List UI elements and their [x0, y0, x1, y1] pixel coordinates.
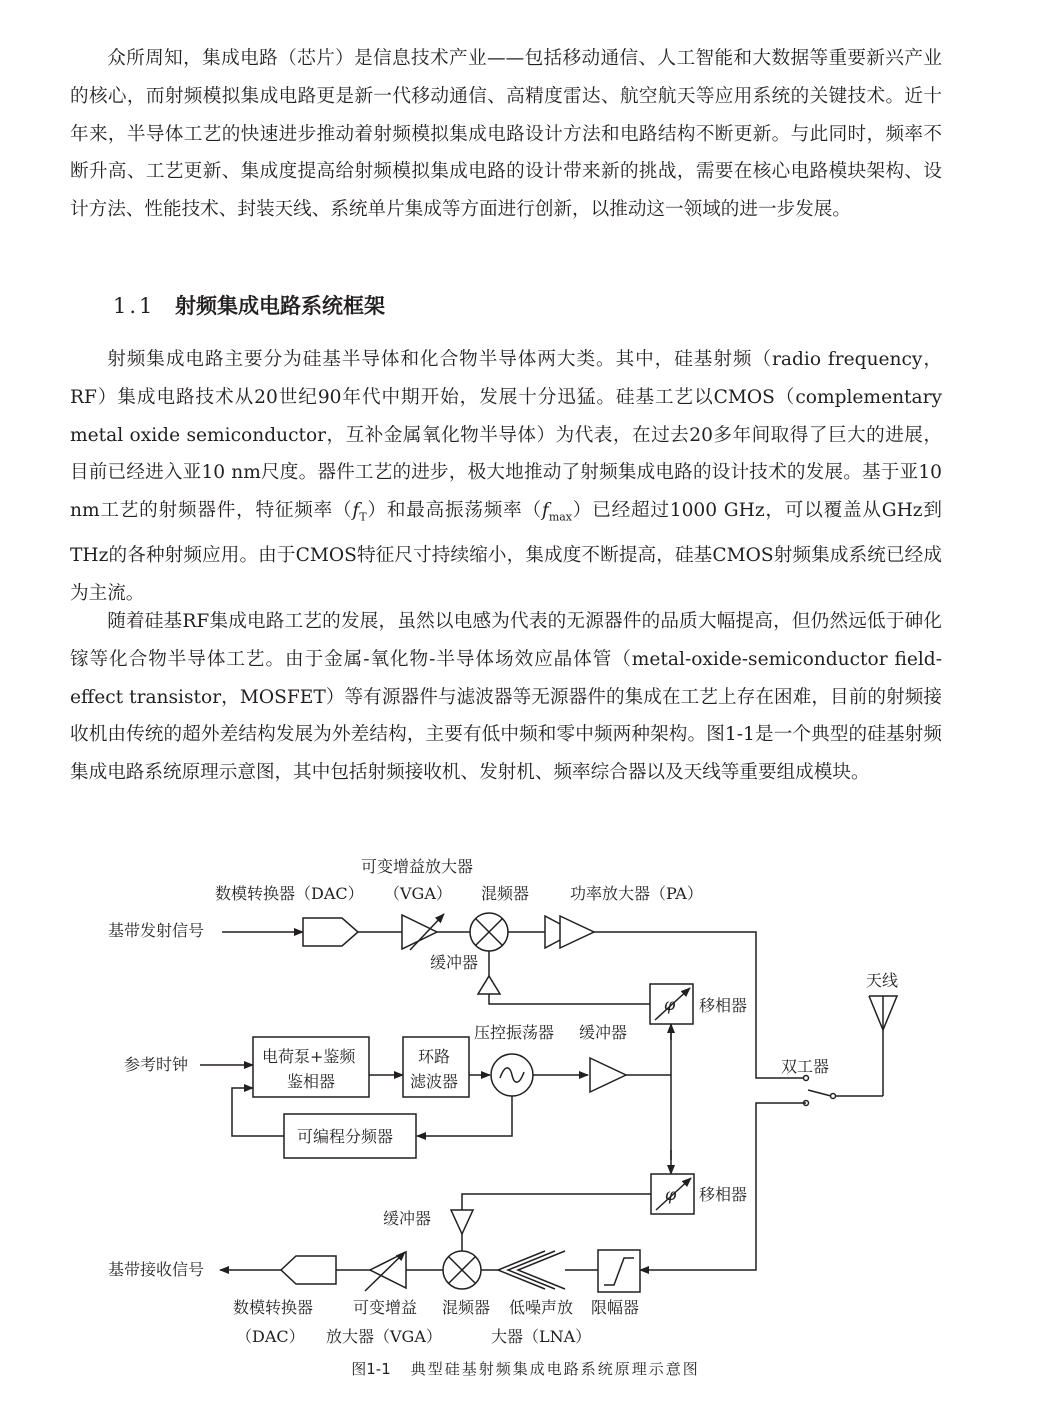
adc-rx-label-1: 数模转换器	[233, 1298, 314, 1317]
dac-tx-block	[303, 918, 358, 946]
vco-label: 压控振荡器	[474, 1023, 555, 1042]
pa-block	[545, 916, 594, 948]
dac-tx-label: 数模转换器（DAC）	[215, 884, 364, 903]
adc-rx-label-2: （DAC）	[236, 1327, 305, 1346]
section-title: 射频集成电路系统框架	[175, 294, 385, 318]
lna-label-2: 大器（LNA）	[491, 1327, 592, 1346]
vga-tx-label-1: 可变增益放大器	[361, 857, 474, 876]
rx-signal-label: 基带接收信号	[108, 1260, 205, 1279]
loop-filter-label-2: 滤波器	[410, 1072, 459, 1091]
ref-clock-label: 参考时钟	[124, 1055, 189, 1074]
phi-rx-symbol: φ	[665, 1185, 677, 1204]
section-number: 1.1	[113, 294, 156, 318]
loop-filter-label-1: 环路	[418, 1047, 451, 1066]
vco-block	[491, 1054, 533, 1096]
cp-pfd-label-1: 电荷泵+鉴频	[262, 1047, 356, 1066]
mixer-rx	[443, 1251, 481, 1289]
adc-rx-block	[281, 1256, 336, 1284]
vga-tx-label-2: （VGA）	[384, 884, 452, 903]
vga-rx-label-2: 放大器（VGA）	[326, 1327, 442, 1346]
limiter-block	[598, 1250, 640, 1292]
lna-block	[498, 1251, 565, 1289]
buffer-tx-block	[478, 976, 500, 994]
mixer-tx-label: 混频器	[481, 884, 530, 903]
lna-label-1: 低噪声放	[509, 1298, 574, 1317]
figure-number: 图1-1	[351, 1360, 391, 1378]
antenna-label: 天线	[866, 971, 899, 990]
fmax-symbol: f	[541, 500, 549, 522]
intro-paragraph: 众所周知，集成电路（芯片）是信息技术产业——包括移动通信、人工智能和大数据等重要新兴产业的核心，而射频模拟集成电路更是新一代移动通信、高精度雷达、航空航天等应用系统的关键技术。近十年来，半导体工艺的快速进步推动着射频模拟集成电路设计方法和电路结构不断更新。与此同时，频率不断升高、工艺更新、集成度提高给射频模拟集成电路的设计带来新的挑战，需要在核心电路模块架构、设计方法、性能技术、封装天线、系统单片集成等方面进行创新，以推动这一领域的进一步发展。	[70, 48, 942, 221]
figure-caption	[0, 1358, 1051, 1379]
divider-label: 可编程分频器	[297, 1127, 394, 1146]
p2-text-a: 射频集成电路主要分为硅基半导体和化合物半导体两大类。其中，硅基射频（radio frequency，RF）集成电路技术从20世纪90年代中期开始，发展十分迅猛。硅基工艺以CMOS（complementary metal oxide semiconductor，互补金属氧化物半导体）为代表，在过去20多年间取得了巨大的进展，目前已经进入亚10 nm尺度。器件工艺的进步，极大地推动了射频集成电路的设计技术的发展。基于亚10 nm工艺的射频器件，特征频率（	[70, 349, 942, 522]
vga-tx-block	[402, 915, 437, 949]
buffer-tx-label: 缓冲器	[430, 953, 479, 972]
antenna-icon	[869, 996, 897, 1096]
duplexer-switch	[804, 1076, 836, 1106]
body-paragraph-2: 随着硅基RF集成电路工艺的发展，虽然以电感为代表的无源器件的品质大幅提高，但仍然远低于砷化镓等化合物半导体工艺。由于金属-氧化物-半导体场效应晶体管（metal-oxide-semiconductor field-effect transistor，MOSFET）等有源器件与滤波器等无源器件的集成在工艺上存在困难，目前的射频接收机由传统的超外差结构发展为外差结构，主要有低中频和零中频两种架构。图1-1是一个典型的硅基射频集成电路系统原理示意图，其中包括射频接收机、发射机、频率综合器以及天线等重要组成模块。	[70, 611, 942, 784]
buffer-vco-label: 缓冲器	[579, 1023, 628, 1042]
ft-subscript: T	[359, 510, 367, 524]
pa-label: 功率放大器（PA）	[570, 884, 703, 903]
limiter-label: 限幅器	[591, 1298, 640, 1317]
phase-shifter-rx-label: 移相器	[699, 1185, 748, 1204]
vga-rx-label-1: 可变增益	[353, 1298, 418, 1317]
buffer-vco-block	[590, 1058, 626, 1092]
mixer-rx-label: 混频器	[442, 1298, 491, 1317]
buffer-rx-block	[451, 1210, 473, 1234]
mixer-tx	[470, 913, 508, 951]
figure-caption-text: 典型硅基射频集成电路系统原理示意图	[410, 1360, 700, 1378]
p2-text-c: ）已经超过1000 GHz，可以覆盖从GHz到THz的各种射频应用。由于CMOS特征尺寸持续缩小，集成度不断提高，硅基CMOS射频集成系统已经成为主流。	[70, 500, 942, 604]
fmax-subscript: max	[548, 510, 573, 524]
rf-system-diagram	[0, 840, 1051, 1355]
buffer-rx-label: 缓冲器	[383, 1209, 432, 1228]
phase-shifter-tx-label: 移相器	[699, 996, 748, 1015]
tx-signal-label: 基带发射信号	[108, 921, 205, 940]
p2-text-b: ）和最高振荡频率（	[366, 500, 542, 522]
section-heading	[113, 290, 385, 320]
vga-rx-block	[370, 1252, 406, 1288]
ft-symbol: f	[352, 500, 360, 522]
body-paragraph-1	[70, 341, 942, 612]
cp-pfd-label-2: 鉴相器	[287, 1072, 336, 1091]
duplexer-label: 双工器	[781, 1057, 830, 1076]
phi-tx-symbol: φ	[664, 995, 676, 1014]
